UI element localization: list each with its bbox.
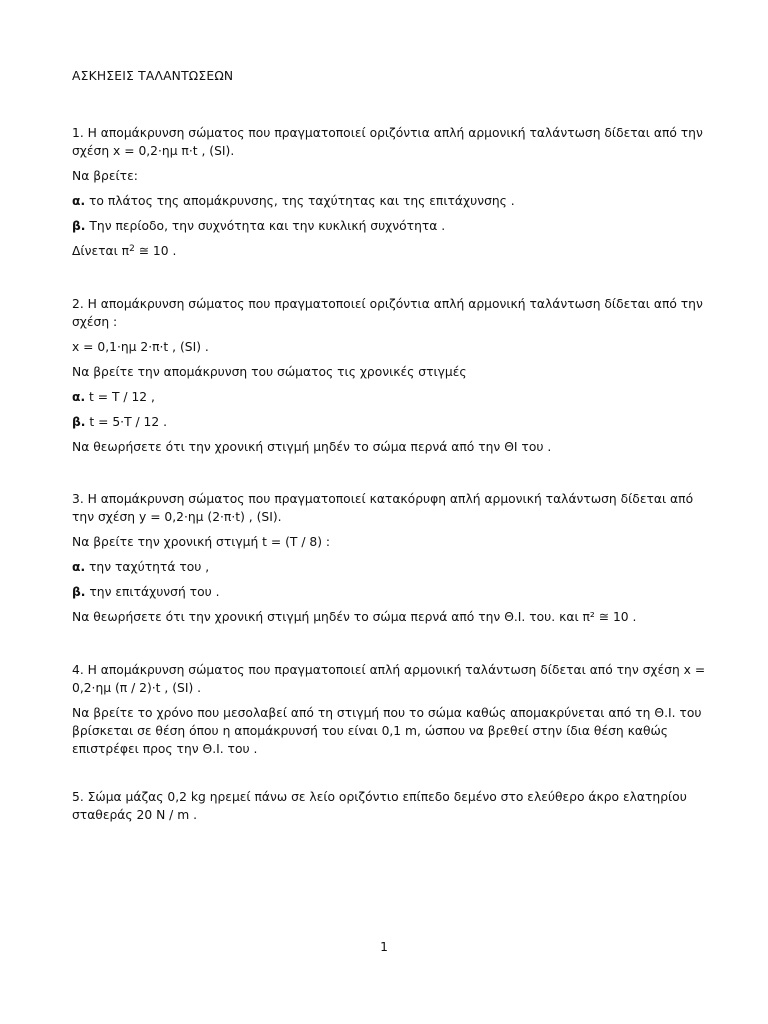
item-b-text: Την περίοδο, την συχνότητα και την κυκλική συχνότητα . — [85, 219, 446, 233]
item-a-marker: α. — [72, 560, 86, 574]
exercise-3-item-b — [72, 583, 708, 601]
item-b-marker: β. — [72, 585, 86, 599]
item-a-text: την ταχύτητά του , — [85, 560, 210, 574]
exercise-2-prompt: Να βρείτε την απομάκρυνση του σώματος τις χρονικές στιγμές — [72, 365, 467, 379]
item-b-marker: β. — [72, 219, 86, 233]
given-suffix: ≅ 10 . — [134, 244, 177, 258]
exercise-3-note: Να θεωρήσετε ότι την χρονική στιγμή μηδέν το σώμα περνά από την Θ.Ι. του. και π² ≅ 10 . — [72, 610, 637, 624]
exercise-1-item-b — [72, 217, 708, 235]
exercise-2-item-b — [72, 413, 708, 431]
exercise-4-prompt: Να βρείτε το χρόνο που μεσολαβεί από τη στιγμή που το σώμα καθώς απομακρύνεται από τη Θ.Ι. του βρίσκεται σε θέση όπου η απομάκρυνσή του είναι 0,1 m, ώσπου να βρεθεί στην ίδια θέση καθώς επιστρέφει προς την Θ.Ι. του . — [72, 706, 702, 756]
item-b-text: την επιτάχυνσή του . — [85, 585, 220, 599]
exercise-2-equation: x = 0,1·ημ 2·π·t , (SI) . — [72, 340, 209, 354]
exercise-2 — [72, 295, 708, 456]
exercise-3-statement: 3. Η απομάκρυνση σώματος που πραγματοποιεί κατακόρυφη απλή αρμονική ταλάντωση δίδεται από την σχέση y = 0,2·ημ (2·π·t) , (SI). — [72, 492, 694, 524]
exercise-1-given — [72, 242, 708, 260]
item-a-text: t = T / 12 , — [85, 390, 155, 404]
exercise-4 — [72, 661, 708, 758]
item-a-marker: α. — [72, 390, 86, 404]
exercise-1-statement: 1. Η απομάκρυνση σώματος που πραγματοποιεί οριζόντια απλή αρμονική ταλάντωση δίδεται από την σχέση x = 0,2·ημ π·t , (SI). — [72, 126, 703, 158]
exercise-3-item-a — [72, 558, 708, 576]
exercise-5 — [72, 788, 708, 824]
exercise-2-note: Να θεωρήσετε ότι την χρονική στιγμή μηδέν το σώμα περνά από την ΘΙ του . — [72, 440, 552, 454]
given-exponent: 2 — [129, 244, 135, 254]
item-b-text: t = 5·T / 12 . — [85, 415, 168, 429]
item-a-text: το πλάτος της απομάκρυνσης, της ταχύτητας και της επιτάχυνσης . — [85, 194, 515, 208]
document-title: ΑΣΚΗΣΕΙΣ ΤΑΛΑΝΤΩΣΕΩΝ — [72, 69, 234, 83]
item-b-marker: β. — [72, 415, 86, 429]
exercise-1-prompt: Να βρείτε: — [72, 169, 138, 183]
exercise-2-item-a — [72, 388, 708, 406]
exercise-4-statement: 4. Η απομάκρυνση σώματος που πραγματοποιεί απλή αρμονική ταλάντωση δίδεται από την σχέση x = 0,2·ημ (π / 2)·t , (SI) . — [72, 663, 706, 695]
exercise-3-prompt: Να βρείτε την χρονική στιγμή t = (T / 8) : — [72, 535, 331, 549]
exercise-2-statement: 2. Η απομάκρυνση σώματος που πραγματοποιεί οριζόντια απλή αρμονική ταλάντωση δίδεται από την σχέση : — [72, 297, 703, 329]
given-prefix: Δίνεται π — [72, 244, 130, 258]
page-number: 1 — [380, 940, 388, 954]
exercise-5-statement: 5. Σώμα μάζας 0,2 kg ηρεμεί πάνω σε λείο οριζόντιο επίπεδο δεμένο στο ελεύθερο άκρο ελατηρίου σταθεράς 20 N / m . — [72, 790, 687, 822]
item-a-marker: α. — [72, 194, 86, 208]
exercise-3 — [72, 490, 708, 626]
exercise-1-item-a — [72, 192, 708, 210]
exercise-1 — [72, 124, 708, 260]
